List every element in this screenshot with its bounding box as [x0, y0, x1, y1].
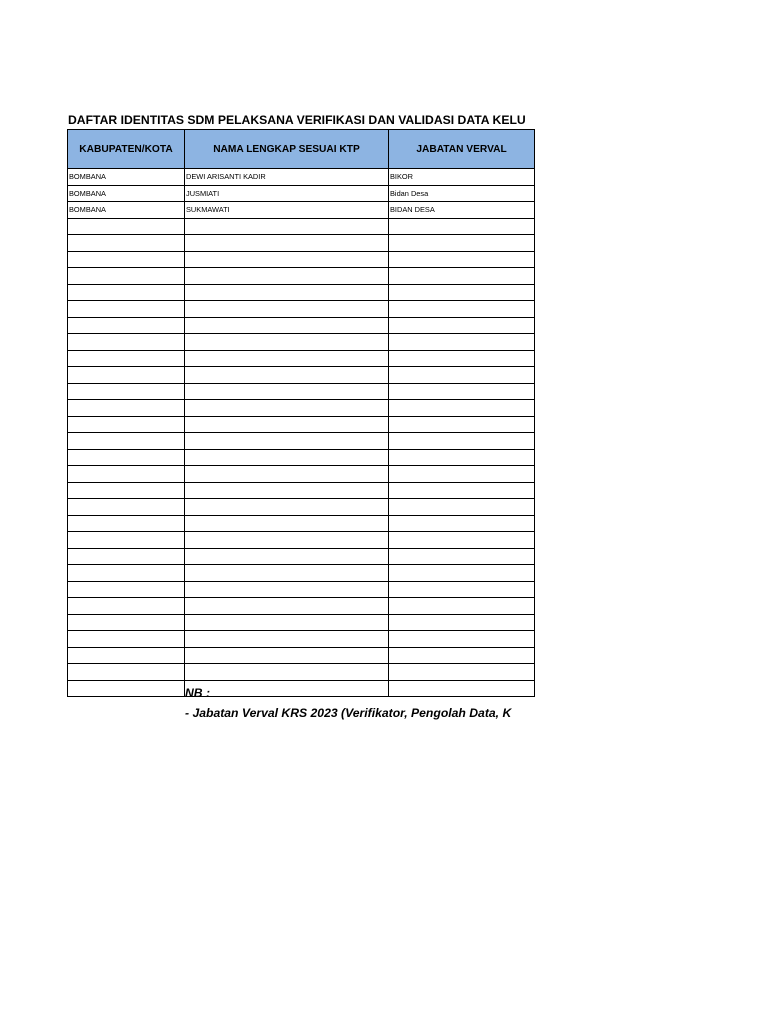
cell-kabupaten-kota[interactable]	[68, 235, 185, 252]
cell-kabupaten-kota[interactable]	[68, 449, 185, 466]
cell-nama-lengkap[interactable]	[185, 218, 389, 235]
cell-nama-lengkap[interactable]: SUKMAWATI	[185, 202, 389, 219]
cell-jabatan-verval[interactable]	[389, 334, 535, 351]
cell-kabupaten-kota[interactable]	[68, 400, 185, 417]
column-header-kabupaten-kota[interactable]: KABUPATEN/KOTA	[68, 130, 185, 169]
cell-nama-lengkap[interactable]	[185, 680, 389, 697]
table-row	[68, 235, 535, 252]
cell-nama-lengkap[interactable]	[185, 235, 389, 252]
cell-jabatan-verval[interactable]	[389, 268, 535, 285]
cell-nama-lengkap[interactable]: DEWI ARISANTI KADIR	[185, 169, 389, 186]
cell-kabupaten-kota[interactable]	[68, 433, 185, 450]
table-row	[68, 284, 535, 301]
table-row	[68, 268, 535, 285]
cell-kabupaten-kota[interactable]	[68, 334, 185, 351]
cell-kabupaten-kota[interactable]: BOMBANA	[68, 185, 185, 202]
cell-jabatan-verval[interactable]	[389, 218, 535, 235]
table-row	[68, 251, 535, 268]
cell-nama-lengkap[interactable]	[185, 466, 389, 483]
cell-jabatan-verval[interactable]	[389, 548, 535, 565]
table-row	[68, 367, 535, 384]
cell-jabatan-verval[interactable]	[389, 350, 535, 367]
cell-jabatan-verval[interactable]	[389, 367, 535, 384]
cell-nama-lengkap[interactable]	[185, 350, 389, 367]
cell-nama-lengkap[interactable]	[185, 548, 389, 565]
cell-kabupaten-kota[interactable]	[68, 565, 185, 582]
table-row	[68, 548, 535, 565]
table-row	[68, 185, 535, 202]
cell-jabatan-verval[interactable]	[389, 532, 535, 549]
cell-kabupaten-kota[interactable]	[68, 350, 185, 367]
table-row	[68, 433, 535, 450]
cell-kabupaten-kota[interactable]	[68, 218, 185, 235]
cell-nama-lengkap[interactable]	[185, 581, 389, 598]
cell-kabupaten-kota[interactable]	[68, 614, 185, 631]
table-row	[68, 664, 535, 681]
cell-nama-lengkap[interactable]	[185, 598, 389, 615]
cell-kabupaten-kota[interactable]	[68, 317, 185, 334]
cell-jabatan-verval[interactable]	[389, 680, 535, 697]
table-row	[68, 400, 535, 417]
table-row	[68, 581, 535, 598]
cell-kabupaten-kota[interactable]	[68, 515, 185, 532]
table-row	[68, 631, 535, 648]
table-row	[68, 202, 535, 219]
cell-nama-lengkap[interactable]	[185, 631, 389, 648]
cell-kabupaten-kota[interactable]	[68, 532, 185, 549]
cell-nama-lengkap[interactable]	[185, 251, 389, 268]
cell-nama-lengkap[interactable]	[185, 268, 389, 285]
cell-kabupaten-kota[interactable]	[68, 284, 185, 301]
cell-nama-lengkap[interactable]	[185, 565, 389, 582]
cell-jabatan-verval[interactable]	[389, 235, 535, 252]
cell-nama-lengkap[interactable]	[185, 647, 389, 664]
cell-nama-lengkap[interactable]	[185, 416, 389, 433]
cell-kabupaten-kota[interactable]	[68, 251, 185, 268]
table-row	[68, 317, 535, 334]
cell-jabatan-verval[interactable]	[389, 449, 535, 466]
table-row	[68, 647, 535, 664]
cell-kabupaten-kota[interactable]	[68, 383, 185, 400]
cell-kabupaten-kota[interactable]	[68, 416, 185, 433]
cell-jabatan-verval[interactable]: BIKOR	[389, 169, 535, 186]
sdm-table	[67, 129, 535, 697]
cell-jabatan-verval[interactable]	[389, 466, 535, 483]
cell-jabatan-verval[interactable]	[389, 565, 535, 582]
table-row	[68, 350, 535, 367]
cell-jabatan-verval[interactable]	[389, 284, 535, 301]
cell-kabupaten-kota[interactable]	[68, 664, 185, 681]
table-row	[68, 383, 535, 400]
table-body	[68, 169, 535, 697]
cell-kabupaten-kota[interactable]: BOMBANA	[68, 169, 185, 186]
cell-nama-lengkap[interactable]	[185, 449, 389, 466]
cell-jabatan-verval[interactable]	[389, 664, 535, 681]
cell-nama-lengkap[interactable]	[185, 614, 389, 631]
cell-jabatan-verval[interactable]	[389, 317, 535, 334]
table-row	[68, 482, 535, 499]
table-row	[68, 680, 535, 697]
cell-jabatan-verval[interactable]	[389, 301, 535, 318]
table-row	[68, 532, 535, 549]
cell-jabatan-verval[interactable]	[389, 400, 535, 417]
cell-nama-lengkap[interactable]	[185, 482, 389, 499]
cell-kabupaten-kota[interactable]	[68, 647, 185, 664]
cell-nama-lengkap[interactable]	[185, 317, 389, 334]
cell-kabupaten-kota[interactable]	[68, 268, 185, 285]
cell-kabupaten-kota[interactable]	[68, 548, 185, 565]
cell-kabupaten-kota[interactable]	[68, 598, 185, 615]
table-row	[68, 499, 535, 516]
cell-jabatan-verval[interactable]: Bidan Desa	[389, 185, 535, 202]
table-row	[68, 515, 535, 532]
cell-nama-lengkap[interactable]	[185, 367, 389, 384]
cell-nama-lengkap[interactable]	[185, 499, 389, 516]
cell-jabatan-verval[interactable]: BIDAN DESA	[389, 202, 535, 219]
table-row	[68, 598, 535, 615]
cell-kabupaten-kota[interactable]	[68, 499, 185, 516]
cell-nama-lengkap[interactable]	[185, 433, 389, 450]
table-row	[68, 334, 535, 351]
table-row	[68, 169, 535, 186]
cell-jabatan-verval[interactable]	[389, 383, 535, 400]
cell-nama-lengkap[interactable]	[185, 301, 389, 318]
cell-nama-lengkap[interactable]	[185, 400, 389, 417]
cell-nama-lengkap[interactable]	[185, 284, 389, 301]
table-row	[68, 466, 535, 483]
cell-nama-lengkap[interactable]	[185, 664, 389, 681]
table-row	[68, 565, 535, 582]
cell-jabatan-verval[interactable]	[389, 515, 535, 532]
cell-kabupaten-kota[interactable]	[68, 581, 185, 598]
table-row	[68, 416, 535, 433]
cell-kabupaten-kota[interactable]	[68, 466, 185, 483]
cell-kabupaten-kota[interactable]: BOMBANA	[68, 202, 185, 219]
cell-nama-lengkap[interactable]	[185, 334, 389, 351]
cell-kabupaten-kota[interactable]	[68, 482, 185, 499]
cell-jabatan-verval[interactable]	[389, 614, 535, 631]
cell-nama-lengkap[interactable]	[185, 383, 389, 400]
table-row	[68, 301, 535, 318]
document-title: DAFTAR IDENTITAS SDM PELAKSANA VERIFIKASI DAN VALIDASI DATA KELU	[68, 113, 526, 127]
cell-jabatan-verval[interactable]	[389, 581, 535, 598]
cell-kabupaten-kota[interactable]	[68, 631, 185, 648]
cell-nama-lengkap[interactable]	[185, 515, 389, 532]
table-header-row	[68, 130, 535, 169]
cell-jabatan-verval[interactable]	[389, 251, 535, 268]
notes-text: - Jabatan Verval KRS 2023 (Verifikator, Pengolah Data, K	[185, 706, 512, 720]
table-row	[68, 218, 535, 235]
cell-jabatan-verval[interactable]	[389, 482, 535, 499]
cell-jabatan-verval[interactable]	[389, 416, 535, 433]
table-row	[68, 449, 535, 466]
table-row	[68, 614, 535, 631]
column-header-nama-lengkap[interactable]: NAMA LENGKAP SESUAI KTP	[185, 130, 389, 169]
notes-label: NB :	[185, 686, 211, 700]
cell-kabupaten-kota[interactable]	[68, 301, 185, 318]
cell-jabatan-verval[interactable]	[389, 433, 535, 450]
cell-jabatan-verval[interactable]	[389, 647, 535, 664]
cell-jabatan-verval[interactable]	[389, 598, 535, 615]
cell-jabatan-verval[interactable]	[389, 499, 535, 516]
cell-nama-lengkap[interactable]: JUSMIATI	[185, 185, 389, 202]
cell-nama-lengkap[interactable]	[185, 532, 389, 549]
cell-jabatan-verval[interactable]	[389, 631, 535, 648]
cell-kabupaten-kota[interactable]	[68, 680, 185, 697]
cell-kabupaten-kota[interactable]	[68, 367, 185, 384]
column-header-jabatan-verval[interactable]: JABATAN VERVAL	[389, 130, 535, 169]
